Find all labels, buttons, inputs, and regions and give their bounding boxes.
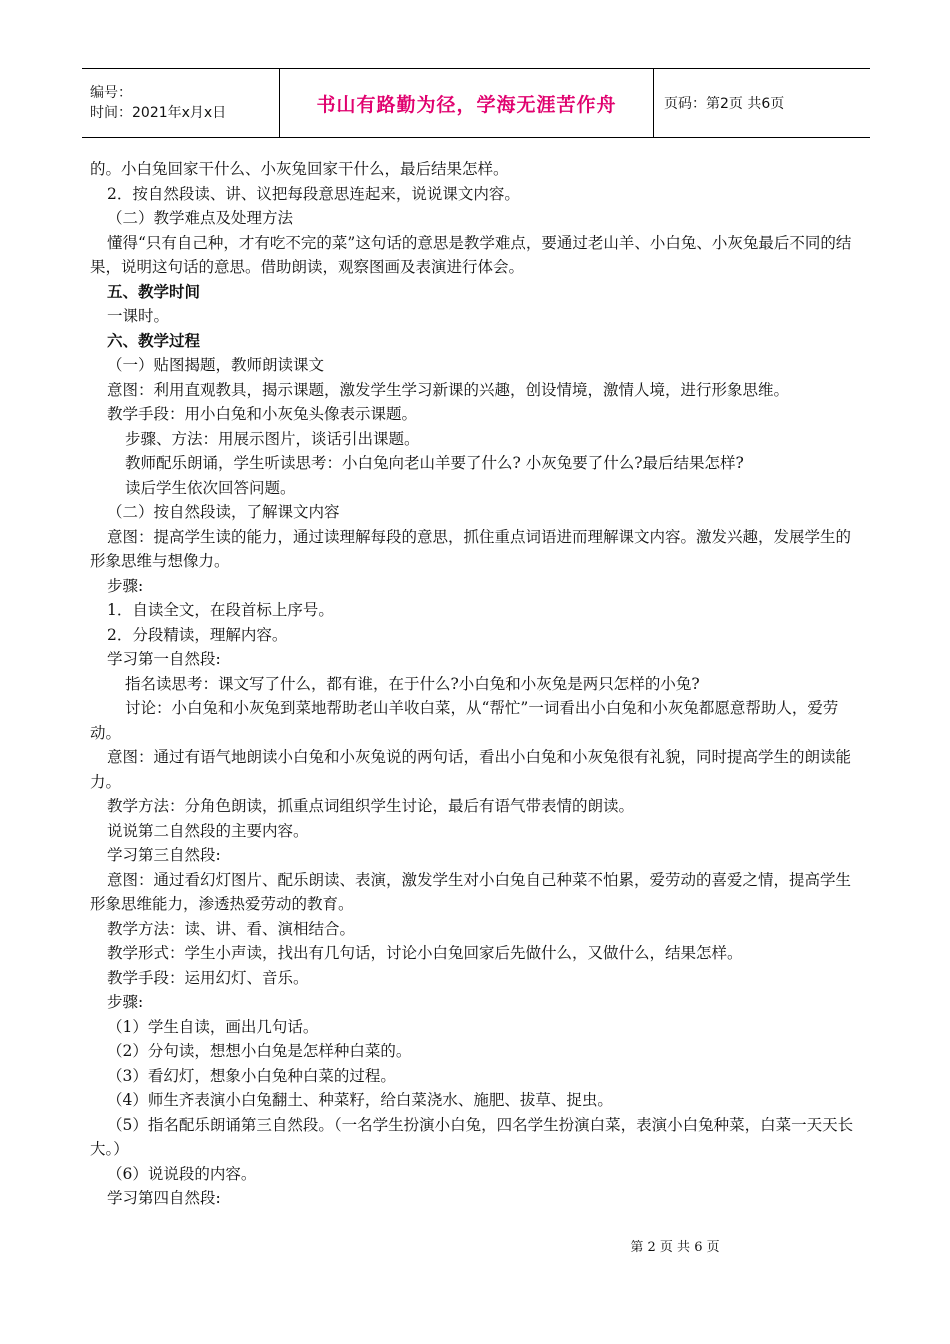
document-number-label: 编号：: [90, 85, 132, 101]
body-line: 说说第二自然段的主要内容。: [107, 821, 309, 840]
header-page-info: [654, 69, 870, 137]
body-line: 2．分段精读，理解内容。: [107, 625, 288, 644]
body-line: 教学方法：读、讲、看、演相结合。: [107, 919, 356, 938]
body-paragraph: 意图：通过看幻灯图片、配乐朗读、表演，激发学生对小白兔自己种菜不怕累，爱劳动的喜爱之情，提高学生形象思维能力，渗透热爱劳动的教育。: [90, 870, 852, 913]
body-line: 学习第一自然段:: [107, 650, 221, 668]
page-info: 页码：第2页 共6页: [664, 96, 785, 112]
body-paragraph: 意图：通过有语气地朗读小白兔和小灰兔说的两句话，看出小白兔和小灰兔很有礼貌，同时提高学生的朗读能力。: [90, 748, 852, 791]
list-item: （6）说说段的内容。: [107, 1164, 257, 1183]
body-line: 教师配乐朗诵，学生听读思考：小白兔向老山羊要了什么? 小灰兔要了什么?最后结果怎样?: [125, 454, 744, 472]
header-motto-cell: [280, 69, 654, 137]
body-line: 步骤、方法：用展示图片，谈话引出课题。: [125, 429, 420, 448]
header-meta: [82, 69, 280, 137]
body-line: 一课时。: [107, 307, 170, 325]
section-heading: 五、教学时间: [107, 281, 201, 301]
document-body: [90, 157, 860, 1211]
body-paragraph: 懂得“只有自己种，才有吃不完的菜”这句话的意思是教学难点，要通过老山羊、小白兔、小灰兔最后不同的结果，说明这句话的意思。借助朗读，观察图画及表演进行体会。: [90, 233, 852, 276]
list-item: （2）分句读，想想小白兔是怎样种白菜的。: [107, 1042, 412, 1060]
motto: 书山有路勤为径，学海无涯苦作舟: [316, 93, 617, 116]
section-subheading: （二）按自然段读，了解课文内容: [107, 503, 340, 521]
page-footer: 第 2 页 共 6 页: [630, 1240, 720, 1255]
list-item: （5）指名配乐朗诵第三自然段。（一名学生扮演小白兔，四名学生扮演白菜，表演小白兔种菜，白菜一天天长大。）: [90, 1115, 854, 1158]
page-header: [82, 68, 870, 138]
body-paragraph: 讨论：小白兔和小灰兔到菜地帮助老山羊收白菜，从“帮忙”一词看出小白兔和小灰兔都愿意帮助人，爱劳动。: [90, 699, 839, 742]
body-line: 1．自读全文，在段首标上序号。: [107, 601, 334, 619]
body-line: 教学方法：分角色朗读，抓重点词组织学生讨论，最后有语气带表情的朗读。: [107, 797, 635, 815]
document-time: 时间：2021年x月x日: [90, 105, 227, 121]
body-line: 步骤:: [107, 576, 144, 595]
body-line: 意图：利用直观教具，揭示课题，激发学生学习新课的兴趣，创设情境，激情人境，进行形象思维。: [107, 380, 790, 399]
list-item: （4）师生齐表演小白兔翻土、种菜籽，给白菜浇水、施肥、拔草、捉虫。: [107, 1091, 613, 1109]
section-heading: 六、教学过程: [107, 330, 201, 350]
body-line: 学习第三自然段:: [107, 846, 221, 864]
body-line: 读后学生依次回答问题。: [125, 478, 296, 497]
list-item: （3）看幻灯，想象小白兔种白菜的过程。: [107, 1066, 396, 1085]
body-line: 教学形式：学生小声读，找出有几句话，讨论小白兔回家后先做什么，又做什么，结果怎样。: [107, 944, 743, 962]
body-line: 指名读思考：课文写了什么，都有谁，在于什么?小白兔和小灰兔是两只怎样的小兔?: [125, 674, 700, 693]
body-line: 教学手段：运用幻灯、音乐。: [107, 968, 309, 987]
body-line: 步骤:: [107, 993, 144, 1011]
body-line: 教学手段：用小白兔和小灰兔头像表示课题。: [107, 405, 418, 423]
section-subheading: （二）教学难点及处理方法: [107, 209, 294, 227]
list-item: （1）学生自读，画出几句话。: [107, 1017, 319, 1036]
body-paragraph: 意图：提高学生读的能力，通过读理解每段的意思，抓住重点词语进而理解课文内容。激发兴趣，发展学生的形象思维与想像力。: [90, 527, 852, 570]
section-subheading: （一）贴图揭题，教师朗读课文: [107, 356, 325, 374]
body-line: 的。小白兔回家干什么、小灰兔回家干什么，最后结果怎样。: [90, 160, 509, 178]
body-line: 学习第四自然段:: [107, 1189, 221, 1207]
body-line: 2．按自然段读、讲、议把每段意思连起来，说说课文内容。: [107, 184, 520, 203]
